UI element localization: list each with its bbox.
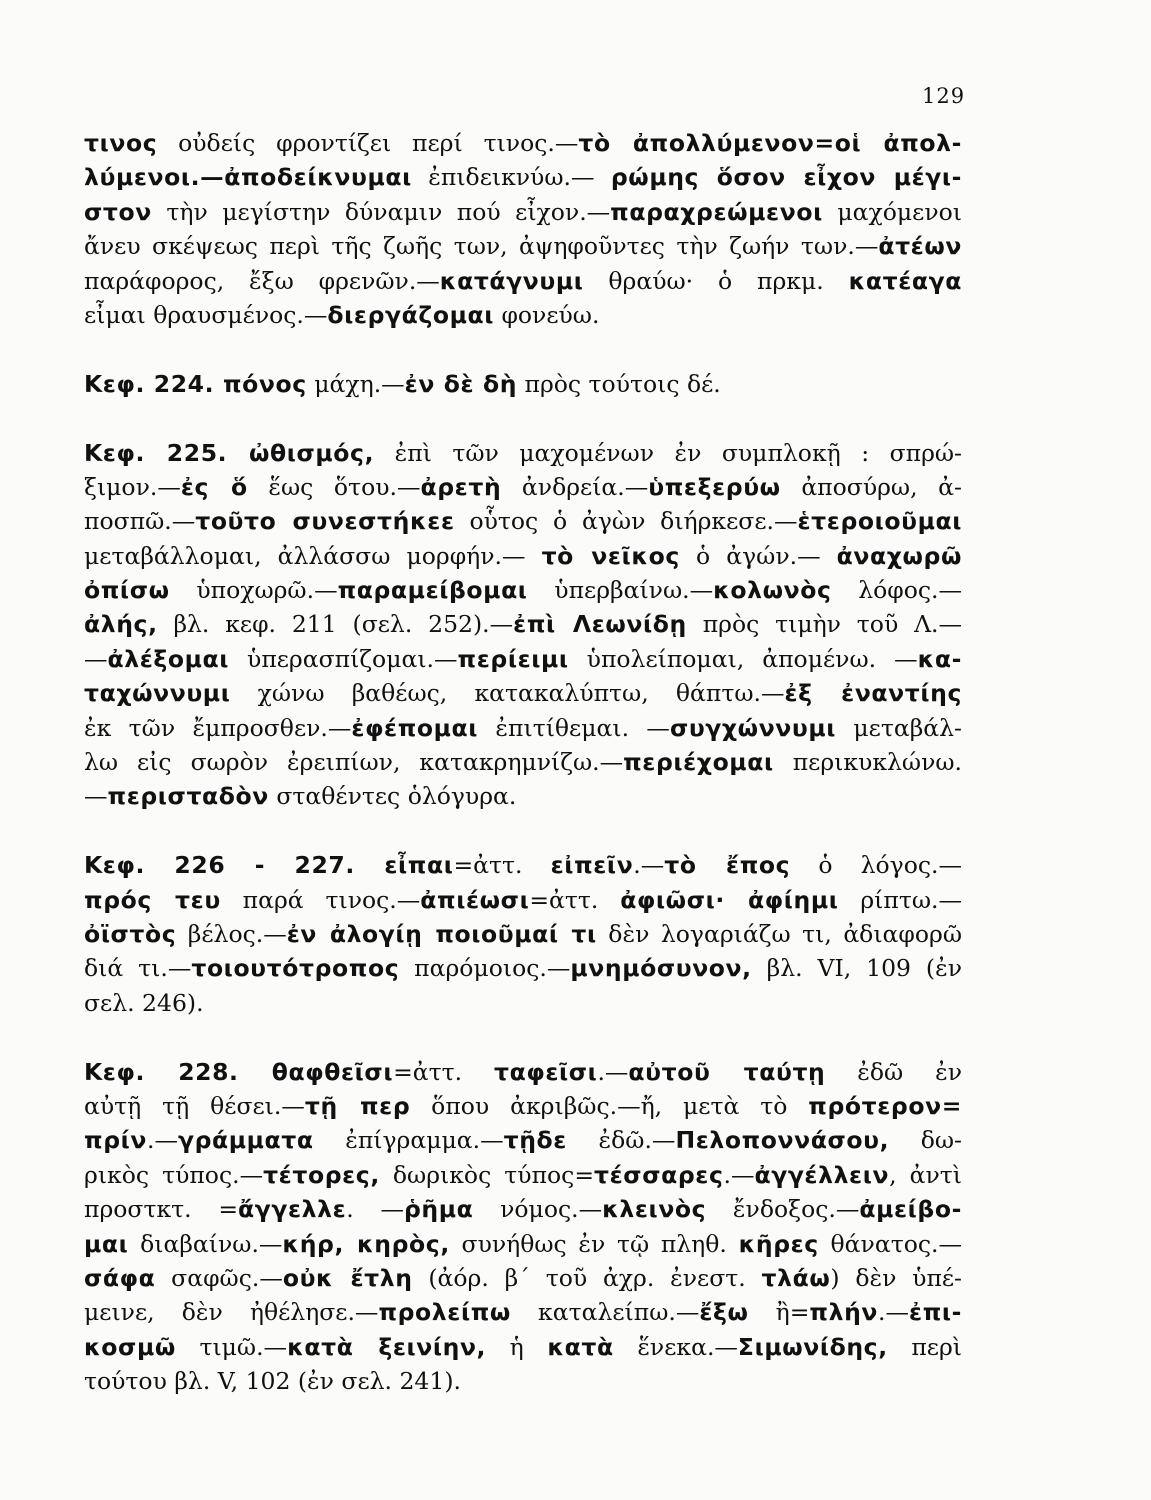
gloss-text: χώνω βαθέως, κατακαλύπτω, θάπτω.— xyxy=(230,679,785,708)
gloss-text: =ἀττ. xyxy=(453,851,551,880)
text-line xyxy=(84,917,962,951)
gloss-text: μαχόμενοι xyxy=(822,197,962,226)
lemma-text: διεργάζομαι xyxy=(327,300,494,329)
text-line xyxy=(84,195,962,229)
gloss-text: τὴν μεγίστην δύναμιν πού εἶχον.— xyxy=(151,197,611,226)
gloss-text: οὗτος ὁ ἀγὼν διήρκεσε.— xyxy=(454,507,798,536)
gloss-text: ὁ ἀγών.— xyxy=(679,541,837,570)
lemma-text: κατὰ ξεινίην, xyxy=(287,1332,487,1361)
gloss-text: ἢ= xyxy=(748,1298,810,1327)
paragraph xyxy=(84,126,962,332)
lemma-text: πλήν xyxy=(809,1298,879,1327)
lemma-text: τὸ ἀπολλύμενον=οἱ ἀπολ- xyxy=(578,129,962,157)
gloss-text: τούτου βλ. V, 102 (ἐν σελ. 241). xyxy=(84,1367,461,1396)
text-line xyxy=(84,573,962,607)
lemma-text: τέσσαρες xyxy=(594,1160,724,1189)
text-line xyxy=(84,367,962,401)
lemma-text: ἀρετὴ xyxy=(420,472,502,501)
text-line xyxy=(84,229,962,263)
lemma-text: Κεφ. 228. θαφθεῖσι xyxy=(84,1057,394,1086)
lemma-text: τῇ περ xyxy=(304,1091,411,1120)
gloss-text: ἐπίγραμμα.— xyxy=(313,1126,504,1155)
paragraph-gap xyxy=(84,332,962,366)
gloss-text: περὶ xyxy=(887,1332,962,1361)
gloss-text: μεινε, δὲν ἠθέλησε.— xyxy=(84,1298,379,1327)
text-line xyxy=(84,951,962,985)
lemma-text: πρότερον= xyxy=(808,1091,962,1120)
text-line xyxy=(84,676,962,710)
lemma-text: ἀφιῶσι· ἀφίημι xyxy=(620,885,839,914)
text-line xyxy=(84,1123,962,1157)
lemma-text: ρώμης ὅσον εἶχον μέγι- xyxy=(610,163,962,192)
gloss-text: παρά τινος.— xyxy=(220,885,421,914)
gloss-text: ὑπερασπίζομαι.— xyxy=(229,644,458,673)
lemma-text: αὐτοῦ ταύτῃ xyxy=(628,1057,826,1086)
lemma-text: ἐπι- xyxy=(909,1298,962,1327)
gloss-text: =ἀττ. xyxy=(529,885,621,914)
lemma-text: παραχρεώμενοι xyxy=(610,197,823,226)
text-line xyxy=(84,1227,962,1261)
text-line xyxy=(84,539,962,573)
lemma-text: ἐφέπομαι xyxy=(351,713,479,742)
gloss-text: .— xyxy=(146,1126,178,1155)
lemma-text: τινος xyxy=(84,129,158,157)
gloss-text: βλ. VI, 109 (ἐν xyxy=(751,954,962,983)
paragraph xyxy=(84,367,962,401)
gloss-text: σαφῶς.— xyxy=(155,1263,283,1292)
text-line xyxy=(84,711,962,745)
lemma-text: ἀτέων xyxy=(878,232,962,261)
text-line xyxy=(84,883,962,917)
gloss-text: τιμῶ.— xyxy=(175,1332,288,1361)
gloss-text: μεταβάλ- xyxy=(836,713,962,742)
text-line xyxy=(84,126,962,160)
lemma-text: μνημόσυνον, xyxy=(570,954,752,983)
text-line xyxy=(84,779,962,813)
lemma-text: ἀναχωρῶ xyxy=(836,541,962,570)
gloss-text: ἀνδρεία.— xyxy=(501,472,649,501)
paragraph-gap xyxy=(84,814,962,848)
gloss-text: — xyxy=(84,782,108,811)
text-line xyxy=(84,1055,962,1089)
lemma-text: ταφεῖσι xyxy=(494,1057,598,1086)
text-line xyxy=(84,470,962,504)
lemma-text: κλεινὸς xyxy=(602,1195,707,1224)
text-line xyxy=(84,1295,962,1329)
gloss-text: αὐτῇ τῇ θέσει.— xyxy=(84,1091,305,1120)
lemma-text: ἐς ὅ xyxy=(180,472,248,501)
gloss-text: ἀποσύρω, ἀ- xyxy=(780,472,962,501)
gloss-text: . — xyxy=(346,1195,404,1224)
gloss-text: ) δὲν ὑπέ- xyxy=(830,1263,962,1292)
lemma-text: τὸ ἔπος xyxy=(664,851,791,880)
text-line xyxy=(84,642,962,676)
lemma-text: προλείπω xyxy=(378,1298,511,1327)
gloss-text: σταθέντες ὁλόγυρα. xyxy=(268,782,517,811)
lemma-text: πρίν xyxy=(84,1126,147,1155)
lemma-text: τοιουτότροπος xyxy=(191,954,400,983)
text-line xyxy=(84,1364,962,1398)
gloss-text: δω- xyxy=(889,1126,962,1155)
gloss-text: ὑποχωρῶ.— xyxy=(169,576,338,605)
gloss-text: , ἀντὶ xyxy=(889,1160,962,1189)
lemma-text: τῇδε xyxy=(503,1126,567,1155)
lemma-text: Πελοποννάσου, xyxy=(675,1126,890,1155)
lemma-text: ἑτεροιοῦμαι xyxy=(797,507,962,536)
lemma-text: πρός τευ xyxy=(84,885,221,914)
lemma-text: ἀλέξομαι xyxy=(107,644,230,673)
gloss-text: περικυκλώνω. xyxy=(773,748,962,777)
gloss-text: νόμος.— xyxy=(473,1195,603,1224)
gloss-text: προστκτ. = xyxy=(84,1195,239,1224)
gloss-text: ἔνδοξος.— xyxy=(706,1195,860,1224)
paragraph xyxy=(84,1055,962,1399)
lemma-text: ῥῆμα xyxy=(404,1195,474,1224)
lemma-text: ἐξ ἐναντίης xyxy=(784,679,962,708)
lemma-text: τοῦτο συνεστήκεε xyxy=(195,507,455,536)
lemma-text: τλάω xyxy=(761,1263,831,1292)
lemma-text: κατάγνυμι xyxy=(439,266,584,295)
lemma-text: ἀγγέλλειν xyxy=(754,1160,890,1189)
gloss-text: παράφορος, ἔξω φρενῶν.— xyxy=(84,266,440,295)
gloss-text: ἕνεκα.— xyxy=(613,1332,738,1361)
gloss-text: ἐδῶ.— xyxy=(566,1126,676,1155)
gloss-text: ἡ xyxy=(486,1332,548,1361)
lemma-text: τὸ νεῖκος xyxy=(541,541,680,570)
gloss-text: =ἀττ. xyxy=(393,1057,495,1086)
text-line xyxy=(84,986,962,1020)
gloss-text: .— xyxy=(878,1298,910,1327)
lemma-text: στον xyxy=(84,197,152,226)
gloss-text: πρὸς τούτοις δέ. xyxy=(517,369,721,398)
lemma-text: ἔξω xyxy=(699,1298,749,1327)
lemma-text: μαι xyxy=(84,1229,129,1258)
lemma-text: ἐν ἀλογίῃ ποιοῦμαί τι xyxy=(286,919,597,948)
lemma-text: ἄγγελλε xyxy=(238,1195,347,1224)
lemma-text: ἀμείβο- xyxy=(859,1195,962,1224)
gloss-text: ὑπερβαίνω.— xyxy=(527,576,714,605)
gloss-text: (ἀόρ. β΄ τοῦ ἀχρ. ἐνεστ. xyxy=(412,1263,762,1292)
gloss-text: καταλείπω.— xyxy=(510,1298,700,1327)
gloss-text: πρὸς τιμὴν τοῦ Λ.— xyxy=(686,610,962,639)
lemma-text: περιέχομαι xyxy=(623,748,774,777)
text-line xyxy=(84,1158,962,1192)
gloss-text: διά τι.— xyxy=(84,954,192,983)
lemma-text: Σιμωνίδης, xyxy=(737,1332,888,1361)
text-line xyxy=(84,160,962,194)
lemma-text: Κεφ. 226 - 227. εἶπαι xyxy=(84,851,454,880)
gloss-text: βέλος.— xyxy=(176,919,287,948)
gloss-text: ὁ λόγος.— xyxy=(790,851,962,880)
gloss-text: δωρικὸς τύπος= xyxy=(379,1160,595,1189)
text-line xyxy=(84,298,962,332)
gloss-text: ἕως ὅτου.— xyxy=(247,472,421,501)
lemma-text: κατὰ xyxy=(547,1332,614,1361)
gloss-text: — xyxy=(84,644,108,673)
text-line xyxy=(84,607,962,641)
text-line xyxy=(84,1261,962,1295)
gloss-text: ἄνευ σκέψεως περὶ τῆς ζωῆς των, ἀψηφοῦντες τὴν ζωήν των.— xyxy=(84,232,879,261)
text-line xyxy=(84,1192,962,1226)
lemma-text: κήρ, κηρὸς, xyxy=(282,1229,450,1258)
gloss-text: λόφος.— xyxy=(831,576,962,605)
gloss-text: μεταβάλλομαι, ἀλλάσσω μορφήν.— xyxy=(84,541,542,570)
lemma-text: ὀϊστὸς xyxy=(84,919,177,948)
paragraph-gap xyxy=(84,1020,962,1054)
lemma-text: ἐπὶ Λεωνίδῃ xyxy=(513,610,687,639)
gloss-text: ἐπὶ τῶν μαχομένων ἐν συμπλοκῇ : σπρώ- xyxy=(374,438,962,467)
gloss-text: ποσπῶ.— xyxy=(84,507,196,536)
gloss-text: ξιμον.— xyxy=(84,472,181,501)
lemma-text: συγχώννυμι xyxy=(669,713,837,742)
gloss-text: εἶμαι θραυσμένος.— xyxy=(84,300,328,329)
lemma-text: τέτορες, xyxy=(263,1160,380,1189)
lemma-text: κολωνὸς xyxy=(713,576,832,605)
text-line xyxy=(84,1089,962,1123)
lemma-text: οὐκ ἔτλη xyxy=(282,1263,413,1292)
gloss-text: ρίπτω.— xyxy=(838,885,962,914)
paragraph xyxy=(84,436,962,814)
text-line xyxy=(84,504,962,538)
gloss-text: παρόμοιος.— xyxy=(399,954,571,983)
lemma-text: περισταδὸν xyxy=(107,782,269,811)
lemma-text: σάφα xyxy=(84,1263,156,1292)
text-line xyxy=(84,264,962,298)
gloss-text: οὐδείς φροντίζει περί τινος.— xyxy=(157,129,579,157)
lemma-text: κοσμῶ xyxy=(84,1332,176,1361)
gloss-text: διαβαίνω.— xyxy=(128,1229,283,1258)
text-body xyxy=(84,126,962,1398)
text-line xyxy=(84,745,962,779)
gloss-text: .— xyxy=(723,1160,755,1189)
lemma-text: ταχώννυμι xyxy=(84,679,231,708)
lemma-text: περίειμι xyxy=(457,644,569,673)
gloss-text: .— xyxy=(633,851,665,880)
gloss-text: ὅπου ἀκριβῶς.—ἤ, μετὰ τὸ xyxy=(410,1091,809,1120)
lemma-text: ἀλής, xyxy=(84,610,158,639)
lemma-text: ἀπιέωσι xyxy=(420,885,530,914)
gloss-text: μάχη.— xyxy=(306,369,405,398)
text-line xyxy=(84,436,962,470)
gloss-text: δὲν λογαριάζω τι, ἀδιαφορῶ xyxy=(596,919,962,948)
lemma-text: Κεφ. 224. πόνος xyxy=(84,369,307,398)
gloss-text: σελ. 246). xyxy=(84,988,204,1017)
gloss-text: ἐδῶ ἐν xyxy=(825,1057,962,1086)
page-number: 129 xyxy=(922,84,966,108)
paragraph-gap xyxy=(84,401,962,435)
lemma-text: γράμματα xyxy=(177,1126,314,1155)
lemma-text: κατέαγα xyxy=(848,266,962,295)
lemma-text: κα- xyxy=(917,644,962,673)
gloss-text: ἐπιδεικνύω.— xyxy=(411,163,611,192)
lemma-text: εἰπεῖν xyxy=(550,851,634,880)
gloss-text: συνήθως ἐν τῷ πληθ. xyxy=(449,1229,739,1258)
gloss-text: βλ. κεφ. 211 (σελ. 252).— xyxy=(157,610,514,639)
gloss-text: ρικὸς τύπος.— xyxy=(84,1160,264,1189)
lemma-text: ὀπίσω xyxy=(84,576,170,605)
gloss-text: θάνατος.— xyxy=(818,1229,962,1258)
text-line xyxy=(84,1330,962,1364)
gloss-text: λω εἰς σωρὸν ἐρειπίων, κατακρημνίζω.— xyxy=(84,748,624,777)
gloss-text: ἐκ τῶν ἔμπροσθεν.— xyxy=(84,713,352,742)
text-line xyxy=(84,848,962,882)
gloss-text: ἐπιτίθεμαι. — xyxy=(478,713,670,742)
gloss-text: φονεύω. xyxy=(493,300,600,329)
gloss-text: ὑπολείπομαι, ἀπομένω. — xyxy=(568,644,918,673)
paragraph xyxy=(84,848,962,1020)
gloss-text: θραύω· ὁ πρκμ. xyxy=(583,266,849,295)
lemma-text: κῆρες xyxy=(738,1229,819,1258)
lemma-text: ἐν δὲ δὴ xyxy=(404,369,518,398)
lemma-text: λύμενοι.—ἀποδείκνυμαι xyxy=(84,163,412,192)
gloss-text: .— xyxy=(597,1057,629,1086)
lemma-text: παραμείβομαι xyxy=(337,576,528,605)
lemma-text: Κεφ. 225. ὠθισμός, xyxy=(84,438,375,467)
lemma-text: ὑπεξερύω xyxy=(648,472,781,501)
